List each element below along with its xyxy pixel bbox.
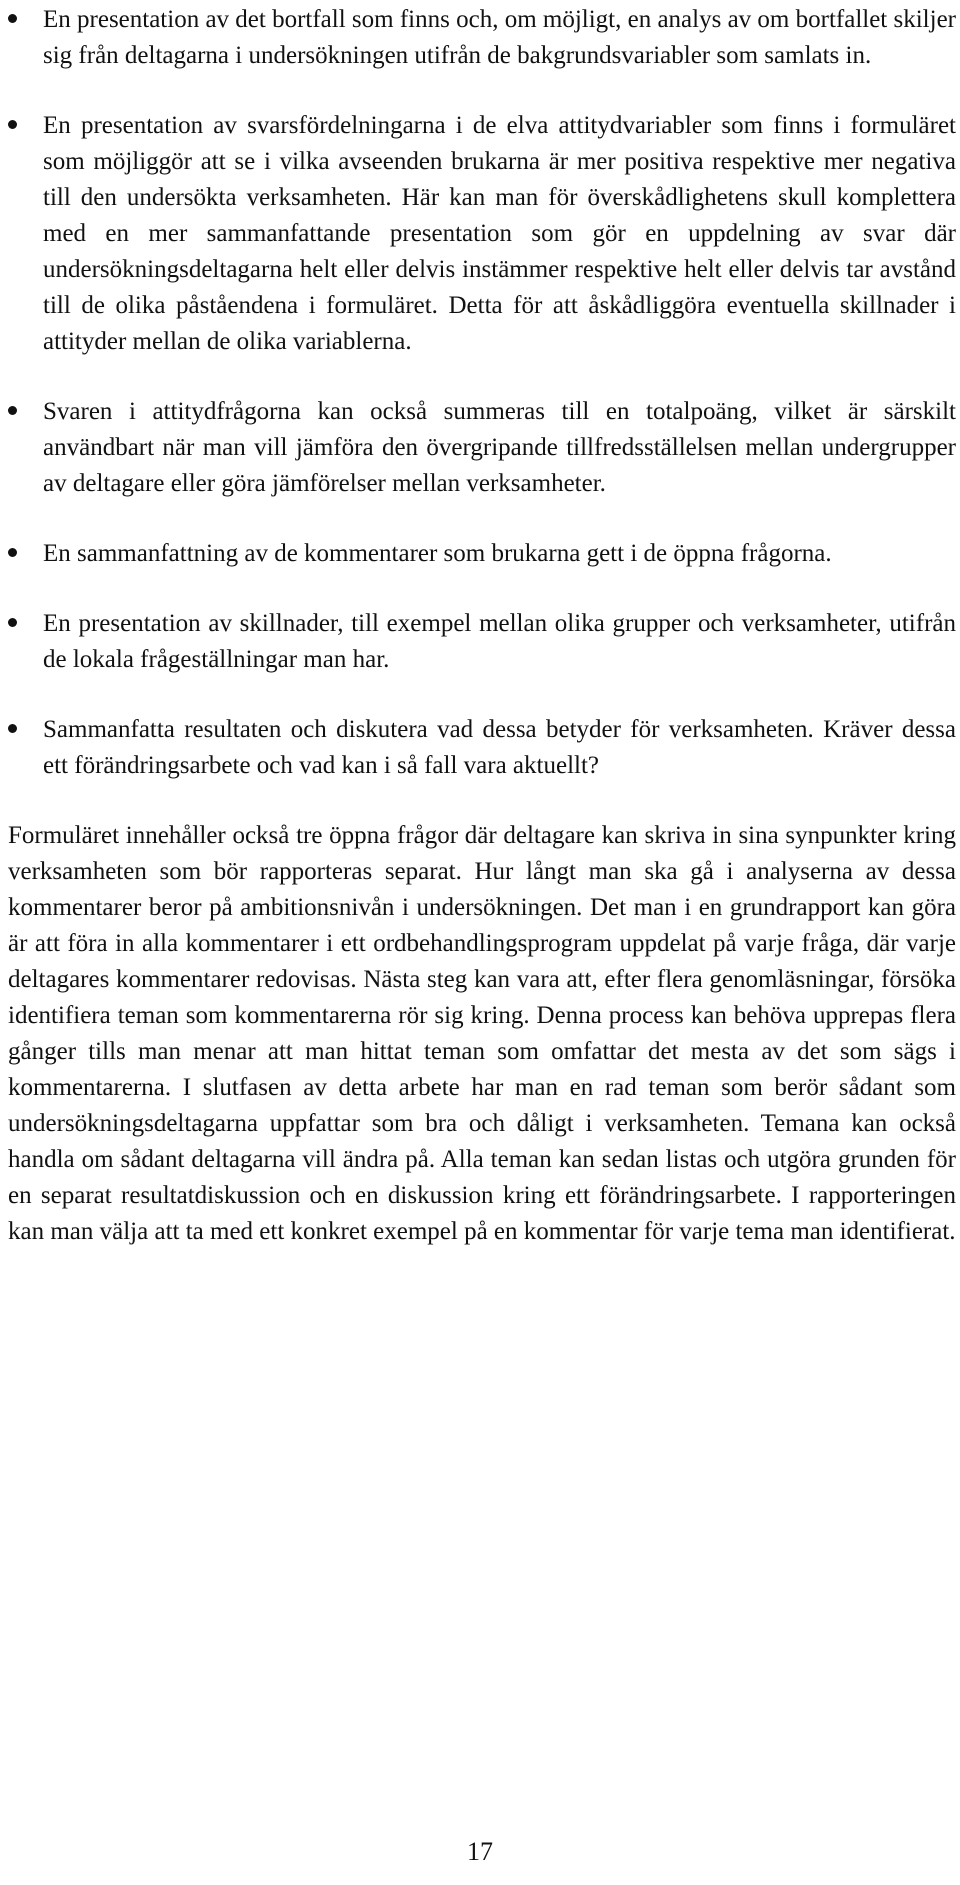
body-paragraph: Formuläret innehåller också tre öppna frågor där deltagare kan skriva in sina synpunkter kring verksamheten som bör rapporteras separat. Hur långt man ska gå i analyserna av dessa kommentarer beror på ambitionsnivån i undersökningen. Det man i en grundrapport kan göra är att föra in alla kommentarer i ett ordbehandlingsprogram uppdelat på varje fråga, där varje deltagares kommentarer redovisas. Nästa steg kan vara att, efter flera genomläsningar, försöka identifiera teman som kommentarerna rör sig kring. Denna process kan behöva upprepas flera gånger tills man menar att man hittat teman som omfattar det mesta av det som sägs i kommentarerna. I slutfasen av detta arbete har man en rad teman som berör sådant som undersökningsdeltagarna uppfattar som bra och dåligt i verksamheten. Temana kan också handla om sådant deltagarna vill ändra på. Alla teman kan sedan listas och utgöra grunden för en separat resultatdiskussion och en diskussion kring ett förändringsarbete. I rapporteringen kan man välja att ta med ett konkret exempel på en kommentar för varje tema man identifierat. [8,822,956,1245]
bullet-item [8,712,960,784]
bullet-text: En presentation av skillnader, till exempel mellan olika grupper och verksamheter, utifrån de lokala frågeställningar man har. [43,610,956,673]
bullet-text: En sammanfattning av de kommentarer som brukarna gett i de öppna frågorna. [43,540,832,567]
bullet-item [8,394,960,502]
bullet-text: Sammanfatta resultaten och diskutera vad dessa betyder för verksamheten. Kräver dessa ett förändringsarbete och vad kan i så fall vara aktuellt? [43,716,956,779]
bullet-list [0,2,960,784]
bullet-icon [8,2,43,38]
bullet-item [8,536,960,572]
bullet-item [8,606,960,678]
bullet-icon [8,606,43,642]
bullet-item [8,108,960,360]
bullet-text: En presentation av svarsfördelningarna i de elva attitydvariabler som finns i formuläret som möjliggör att se i vilka avseenden brukarna är mer positiva respektive mer negativa till den undersökta verksamheten. Här kan man för överskådlighetens skull komplettera med en mer sammanfattande presentation som gör en uppdelning av svar där undersökningsdeltagarna helt eller delvis instämmer respektive helt eller delvis tar avstånd till de olika påståendena i formuläret. Detta för att åskådliggöra eventuella skillnader i attityder mellan de olika variablerna. [43,112,956,355]
bullet-icon [8,536,43,572]
bullet-icon [8,712,43,748]
bullet-text: En presentation av det bortfall som finns och, om möjligt, en analys av om bortfallet skiljer sig från deltagarna i undersökningen utifrån de bakgrundsvariabler som samlats in. [43,6,956,69]
page-number: 17 [467,1837,493,1866]
bullet-text: Svaren i attitydfrågorna kan också summeras till en totalpoäng, vilket är särskilt användbart när man vill jämföra den övergripande tillfredsställelsen mellan undergrupper av deltagare eller göra jämförelser mellan verksamheter. [43,398,956,497]
bullet-icon [8,394,43,430]
bullet-icon [8,108,43,144]
bullet-item [8,2,960,74]
